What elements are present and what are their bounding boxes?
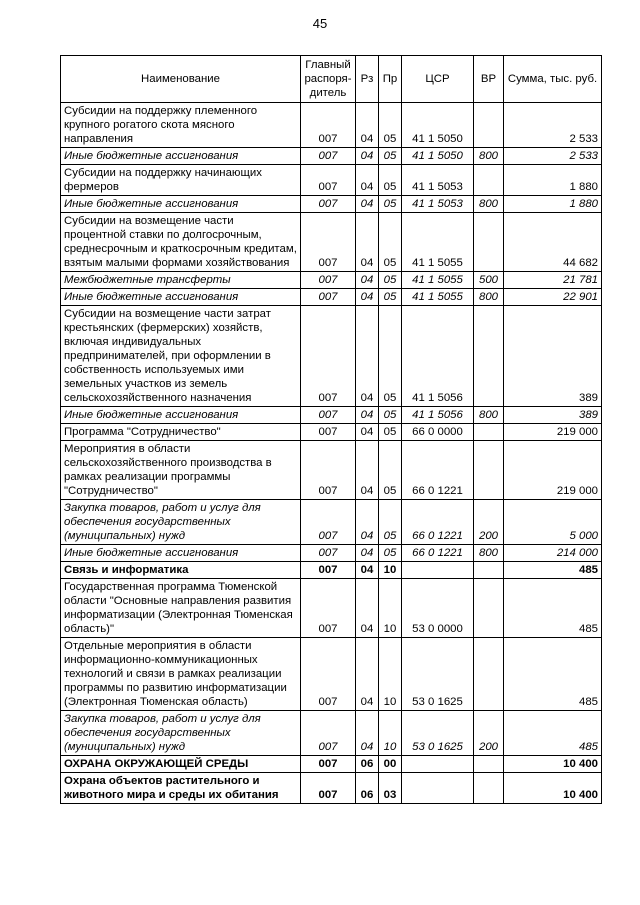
table-row — [61, 579, 602, 638]
cell-sum: 1 880 — [504, 165, 602, 196]
table-row — [61, 289, 602, 306]
cell-pr: 05 — [379, 148, 402, 165]
cell-csr — [402, 562, 474, 579]
cell-sum: 2 533 — [504, 103, 602, 148]
cell-csr: 66 0 1221 — [402, 545, 474, 562]
table-row — [61, 773, 602, 804]
cell-pr: 05 — [379, 441, 402, 500]
table-header-row — [61, 56, 602, 103]
cell-rz: 04 — [356, 306, 379, 407]
cell-sum: 21 781 — [504, 272, 602, 289]
table-row — [61, 148, 602, 165]
cell-sum: 485 — [504, 711, 602, 756]
cell-rz: 06 — [356, 773, 379, 804]
cell-sum: 389 — [504, 407, 602, 424]
cell-sum: 10 400 — [504, 756, 602, 773]
page-number: 45 — [312, 16, 328, 31]
cell-pr: 10 — [379, 638, 402, 711]
cell-csr: 53 0 0000 — [402, 579, 474, 638]
header-manager: Главный распоря-дитель — [301, 56, 356, 103]
cell-sum: 485 — [504, 579, 602, 638]
cell-manager: 007 — [301, 638, 356, 711]
cell-pr: 05 — [379, 196, 402, 213]
table-row — [61, 562, 602, 579]
table-row — [61, 756, 602, 773]
table-row — [61, 424, 602, 441]
cell-name: Связь и информатика — [61, 562, 301, 579]
cell-name: Субсидии на возмещение части затрат крестьянских (фермерских) хозяйств, включая индивидуальных предпринимателей, при оформлении в собственность используемых ими земельных участков из земель сельскохозяйственного назначения — [61, 306, 301, 407]
table-row — [61, 103, 602, 148]
cell-manager: 007 — [301, 545, 356, 562]
cell-csr: 41 1 5050 — [402, 103, 474, 148]
header-name: Наименование — [61, 56, 301, 103]
table-body — [61, 103, 602, 804]
cell-name: Субсидии на поддержку начинающих фермеров — [61, 165, 301, 196]
header-pr: Пр — [379, 56, 402, 103]
table-row — [61, 711, 602, 756]
cell-manager: 007 — [301, 148, 356, 165]
cell-vr — [474, 562, 504, 579]
cell-vr: 200 — [474, 711, 504, 756]
cell-vr — [474, 638, 504, 711]
cell-rz: 04 — [356, 545, 379, 562]
cell-pr: 05 — [379, 306, 402, 407]
cell-rz: 04 — [356, 424, 379, 441]
cell-rz: 04 — [356, 196, 379, 213]
cell-manager: 007 — [301, 165, 356, 196]
cell-name: Субсидии на возмещение части процентной ставки по долгосрочным, среднесрочным и краткосрочным кредитам, взятым малыми формами хозяйствования — [61, 213, 301, 272]
cell-sum: 485 — [504, 562, 602, 579]
cell-pr: 05 — [379, 424, 402, 441]
cell-name: Мероприятия в области сельскохозяйственного производства в рамках реализации программы "Сотрудничество" — [61, 441, 301, 500]
cell-pr: 05 — [379, 272, 402, 289]
budget-table — [60, 55, 602, 804]
cell-vr — [474, 579, 504, 638]
cell-vr: 500 — [474, 272, 504, 289]
cell-rz: 04 — [356, 148, 379, 165]
cell-csr: 41 1 5055 — [402, 289, 474, 306]
cell-csr: 53 0 1625 — [402, 638, 474, 711]
cell-sum: 44 682 — [504, 213, 602, 272]
cell-name: Отдельные мероприятия в области информационно-коммуникационных технологий и связи в рамках реализации программы по развитию информатизации (Электронная Тюменская область) — [61, 638, 301, 711]
cell-name: Охрана объектов растительного и животного мира и среды их обитания — [61, 773, 301, 804]
cell-rz: 04 — [356, 407, 379, 424]
cell-csr — [402, 756, 474, 773]
cell-manager: 007 — [301, 213, 356, 272]
cell-pr: 10 — [379, 579, 402, 638]
cell-manager: 007 — [301, 500, 356, 545]
cell-sum: 22 901 — [504, 289, 602, 306]
cell-name: Иные бюджетные ассигнования — [61, 148, 301, 165]
table-row — [61, 545, 602, 562]
cell-manager: 007 — [301, 103, 356, 148]
cell-csr: 41 1 5056 — [402, 306, 474, 407]
cell-manager: 007 — [301, 306, 356, 407]
cell-vr: 800 — [474, 289, 504, 306]
cell-rz: 04 — [356, 165, 379, 196]
cell-csr: 41 1 5055 — [402, 213, 474, 272]
cell-pr: 05 — [379, 407, 402, 424]
cell-rz: 04 — [356, 103, 379, 148]
cell-vr: 800 — [474, 148, 504, 165]
cell-pr: 03 — [379, 773, 402, 804]
cell-manager: 007 — [301, 196, 356, 213]
cell-pr: 05 — [379, 103, 402, 148]
cell-csr: 66 0 0000 — [402, 424, 474, 441]
cell-csr: 41 1 5056 — [402, 407, 474, 424]
header-rz: Рз — [356, 56, 379, 103]
cell-vr: 800 — [474, 407, 504, 424]
cell-name: Субсидии на поддержку племенного крупного рогатого скота мясного направления — [61, 103, 301, 148]
cell-sum: 389 — [504, 306, 602, 407]
cell-name: Закупка товаров, работ и услуг для обеспечения государственных (муниципальных) нужд — [61, 500, 301, 545]
cell-rz: 04 — [356, 638, 379, 711]
cell-manager: 007 — [301, 272, 356, 289]
cell-vr — [474, 213, 504, 272]
cell-sum: 1 880 — [504, 196, 602, 213]
cell-manager: 007 — [301, 756, 356, 773]
header-sum: Сумма, тыс. руб. — [504, 56, 602, 103]
table-row — [61, 306, 602, 407]
cell-sum: 219 000 — [504, 441, 602, 500]
cell-pr: 05 — [379, 545, 402, 562]
cell-csr: 41 1 5050 — [402, 148, 474, 165]
cell-csr: 41 1 5053 — [402, 165, 474, 196]
cell-vr — [474, 441, 504, 500]
cell-csr: 53 0 1625 — [402, 711, 474, 756]
cell-name: Иные бюджетные ассигнования — [61, 407, 301, 424]
cell-sum: 485 — [504, 638, 602, 711]
cell-pr: 05 — [379, 500, 402, 545]
cell-name: Государственная программа Тюменской области "Основные направления развития информатизации (Электронная Тюменская область)" — [61, 579, 301, 638]
cell-manager: 007 — [301, 424, 356, 441]
cell-name: Иные бюджетные ассигнования — [61, 289, 301, 306]
cell-name: Программа "Сотрудничество" — [61, 424, 301, 441]
table-row — [61, 638, 602, 711]
cell-pr: 10 — [379, 562, 402, 579]
cell-vr: 200 — [474, 500, 504, 545]
table-row — [61, 407, 602, 424]
cell-manager: 007 — [301, 407, 356, 424]
cell-rz: 04 — [356, 562, 379, 579]
cell-name: Иные бюджетные ассигнования — [61, 196, 301, 213]
cell-csr — [402, 773, 474, 804]
cell-manager: 007 — [301, 711, 356, 756]
cell-manager: 007 — [301, 289, 356, 306]
cell-name: Межбюджетные трансферты — [61, 272, 301, 289]
cell-rz: 04 — [356, 441, 379, 500]
cell-sum: 214 000 — [504, 545, 602, 562]
cell-vr: 800 — [474, 196, 504, 213]
cell-pr: 05 — [379, 213, 402, 272]
cell-pr: 00 — [379, 756, 402, 773]
cell-manager: 007 — [301, 441, 356, 500]
cell-sum: 5 000 — [504, 500, 602, 545]
cell-manager: 007 — [301, 562, 356, 579]
table-row — [61, 500, 602, 545]
cell-vr — [474, 103, 504, 148]
cell-pr: 05 — [379, 289, 402, 306]
cell-csr: 66 0 1221 — [402, 441, 474, 500]
cell-sum: 2 533 — [504, 148, 602, 165]
cell-manager: 007 — [301, 773, 356, 804]
cell-vr — [474, 756, 504, 773]
cell-rz: 04 — [356, 500, 379, 545]
cell-vr: 800 — [474, 545, 504, 562]
cell-vr — [474, 306, 504, 407]
cell-manager: 007 — [301, 579, 356, 638]
cell-pr: 10 — [379, 711, 402, 756]
cell-csr: 66 0 1221 — [402, 500, 474, 545]
cell-csr: 41 1 5053 — [402, 196, 474, 213]
cell-rz: 04 — [356, 272, 379, 289]
cell-rz: 04 — [356, 579, 379, 638]
table-row — [61, 213, 602, 272]
table-row — [61, 272, 602, 289]
cell-name: Закупка товаров, работ и услуг для обеспечения государственных (муниципальных) нужд — [61, 711, 301, 756]
cell-vr — [474, 773, 504, 804]
cell-pr: 05 — [379, 165, 402, 196]
cell-sum: 10 400 — [504, 773, 602, 804]
table-row — [61, 165, 602, 196]
cell-vr — [474, 424, 504, 441]
cell-vr — [474, 165, 504, 196]
cell-rz: 04 — [356, 289, 379, 306]
cell-rz: 04 — [356, 711, 379, 756]
header-csr: ЦСР — [402, 56, 474, 103]
cell-rz: 04 — [356, 213, 379, 272]
cell-csr: 41 1 5055 — [402, 272, 474, 289]
cell-name: ОХРАНА ОКРУЖАЮЩЕЙ СРЕДЫ — [61, 756, 301, 773]
cell-name: Иные бюджетные ассигнования — [61, 545, 301, 562]
table-row — [61, 196, 602, 213]
table-row — [61, 441, 602, 500]
cell-sum: 219 000 — [504, 424, 602, 441]
header-vr: ВР — [474, 56, 504, 103]
cell-rz: 06 — [356, 756, 379, 773]
